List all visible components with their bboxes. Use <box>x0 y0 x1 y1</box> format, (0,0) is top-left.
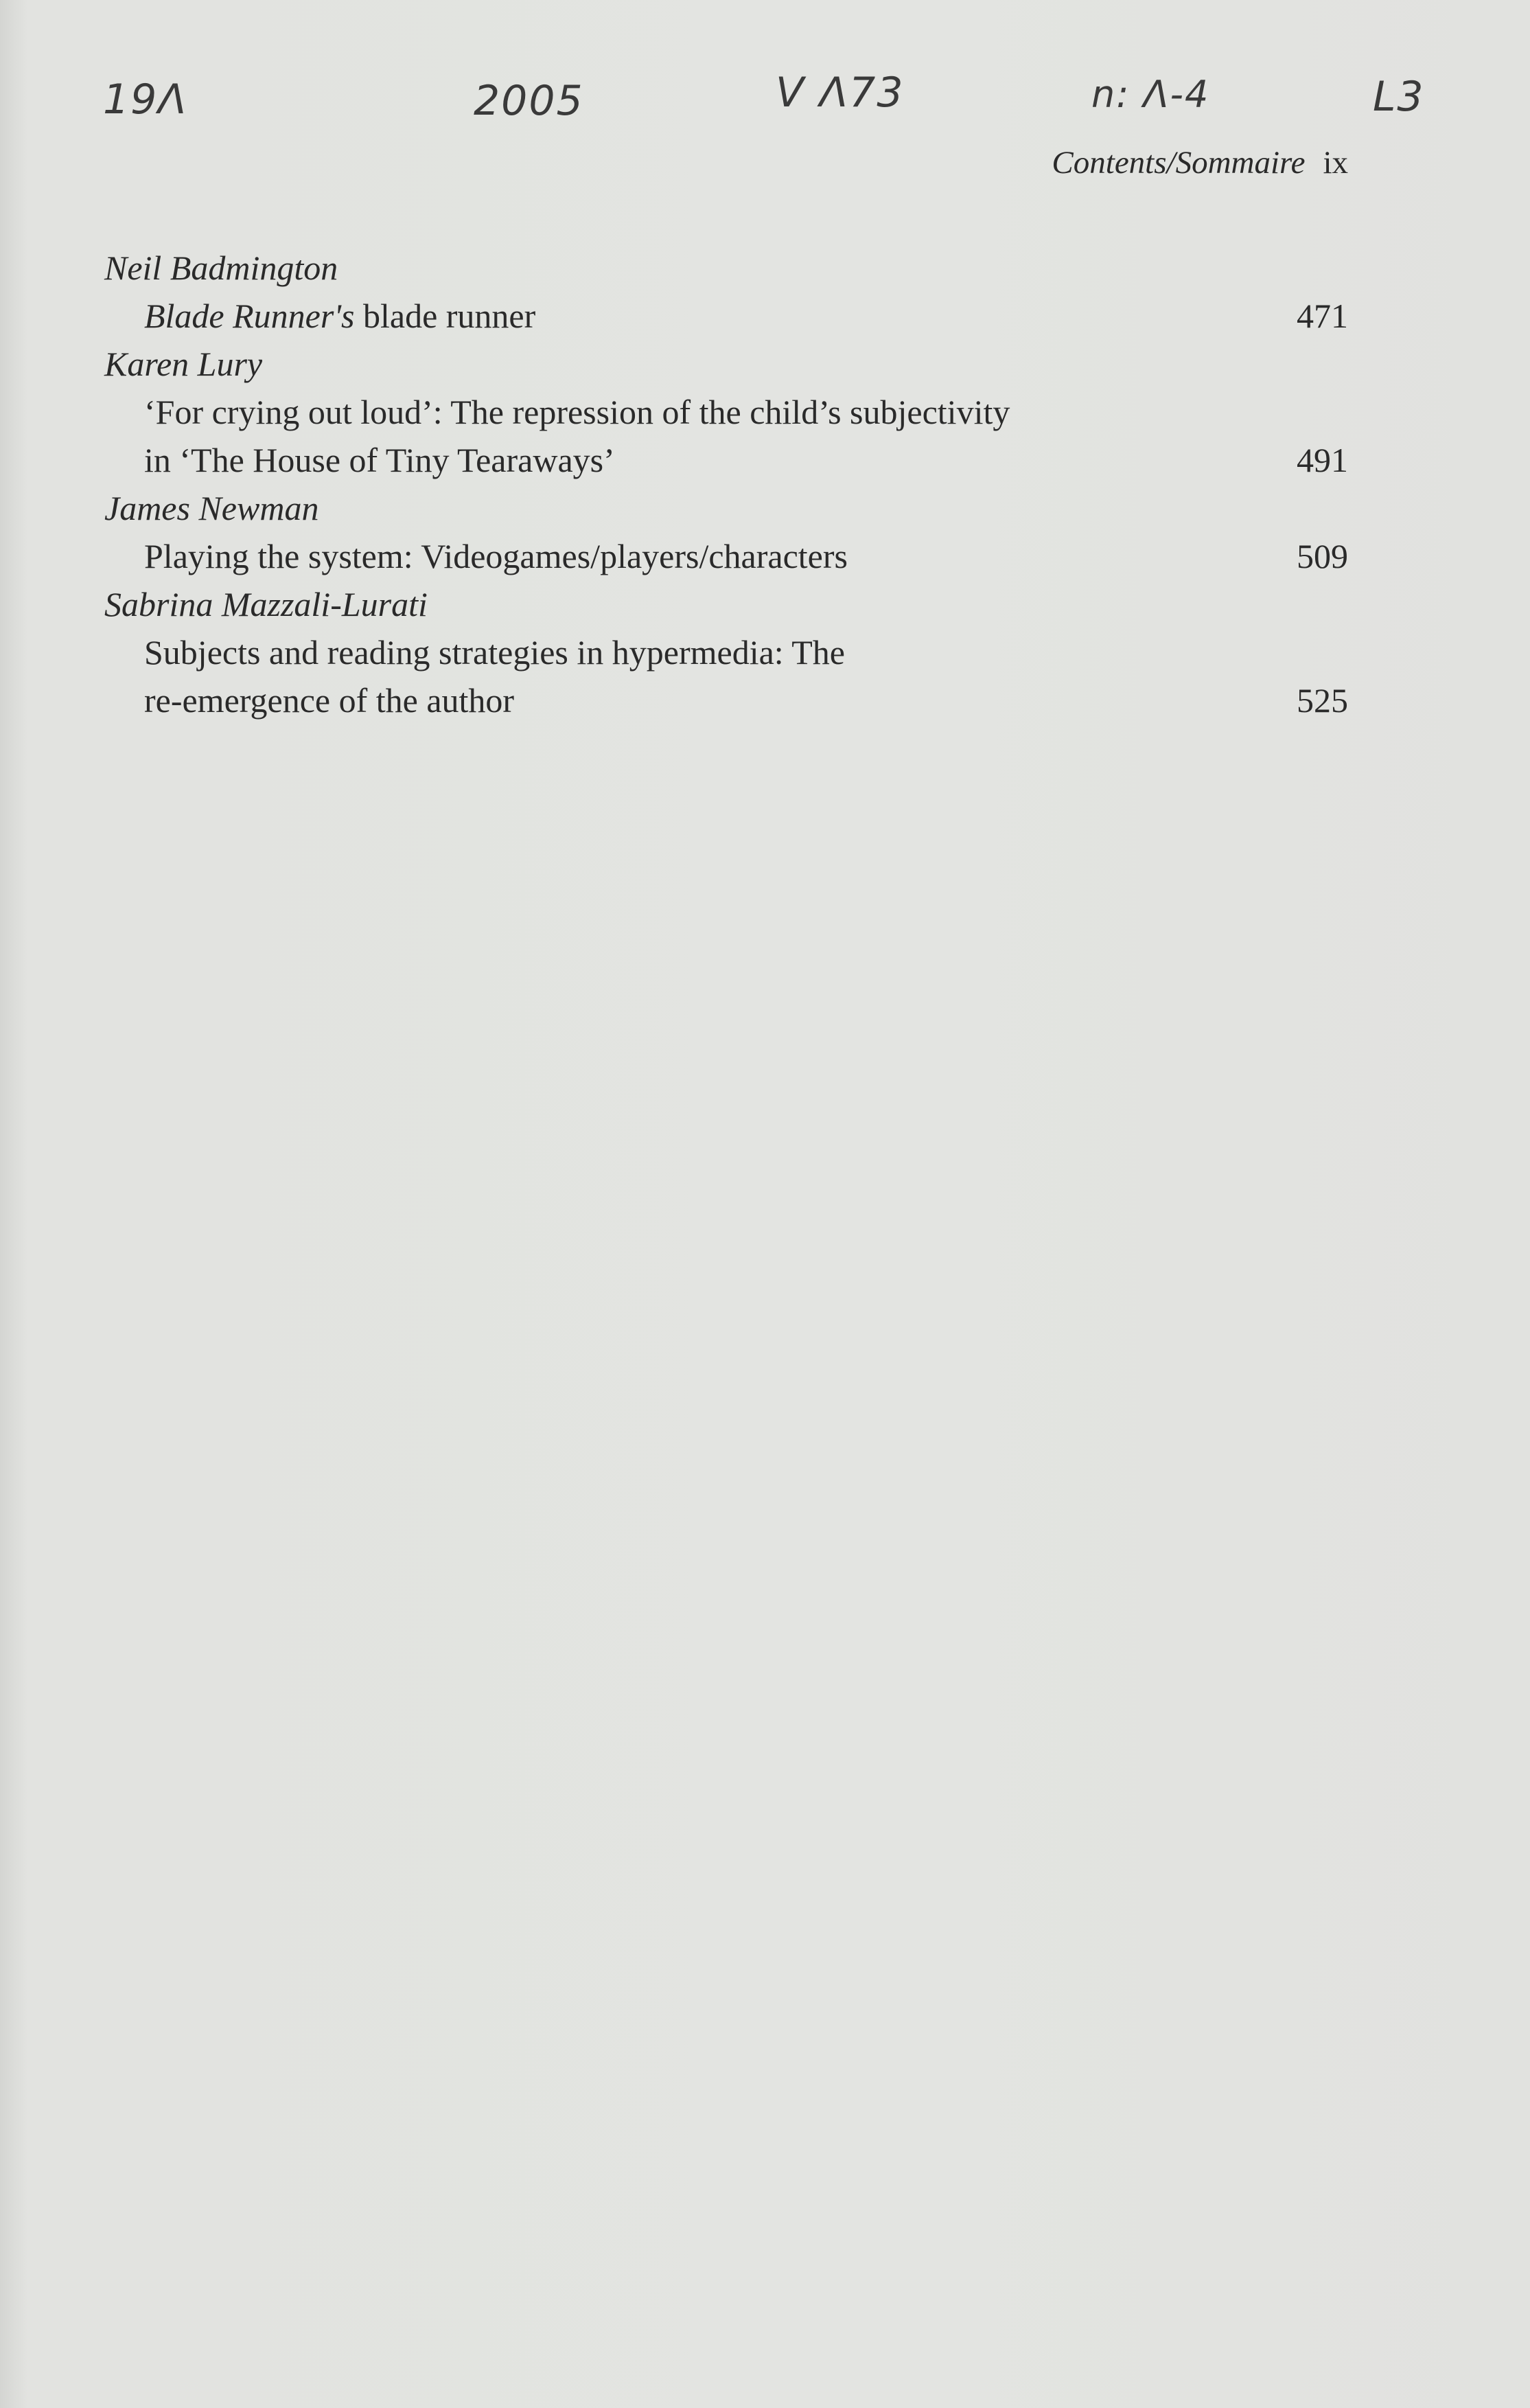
handwritten-mark: V Λ73 <box>776 69 905 117</box>
entry-page-number: 509 <box>1297 537 1348 575</box>
entry-title-text: Subjects and reading strategies in hypermedia: The <box>144 633 845 672</box>
entry-title-italic: Blade Runner's <box>144 297 355 335</box>
entry-page-number: 525 <box>1297 681 1348 720</box>
entry-page-number: 471 <box>1297 297 1348 335</box>
handwritten-mark: 2005 <box>474 77 584 125</box>
contents-entry <box>104 484 1348 580</box>
contents-entry <box>104 580 1348 724</box>
entry-author: Karen Lury <box>104 345 263 383</box>
handwritten-annotation <box>0 69 1530 124</box>
running-header-page-number: ix <box>1323 145 1348 181</box>
running-header <box>1052 144 1348 181</box>
entry-title-text: re-emergence of the author <box>144 681 515 720</box>
handwritten-mark: L3 <box>1373 73 1425 121</box>
entry-title-text: ‘For crying out loud’: The repression of the child’s subjectivity <box>144 393 1010 431</box>
entry-title-line <box>104 628 1348 676</box>
handwritten-mark: n: Λ-4 <box>1091 73 1210 116</box>
entry-title-line <box>104 388 1348 436</box>
contents-entry <box>104 244 1348 340</box>
entry-title-line <box>104 436 1348 484</box>
contents-entry <box>104 340 1348 484</box>
entry-author: Neil Badmington <box>104 249 338 287</box>
entry-title-line <box>104 292 1348 340</box>
entry-page-number: 491 <box>1297 441 1348 479</box>
running-header-title: Contents/Sommaire <box>1052 145 1306 181</box>
entry-author: Sabrina Mazzali-Lurati <box>104 585 428 623</box>
entry-title-line <box>104 676 1348 724</box>
contents-list <box>104 244 1348 724</box>
entry-title-text: blade runner <box>354 297 536 335</box>
entry-title-line <box>104 532 1348 580</box>
entry-author: James Newman <box>104 489 319 527</box>
entry-title-text: in ‘The House of Tiny Tearaways’ <box>144 441 615 479</box>
handwritten-mark: 19Λ <box>103 76 188 124</box>
entry-title-text: Playing the system: Videogames/players/characters <box>144 537 848 575</box>
